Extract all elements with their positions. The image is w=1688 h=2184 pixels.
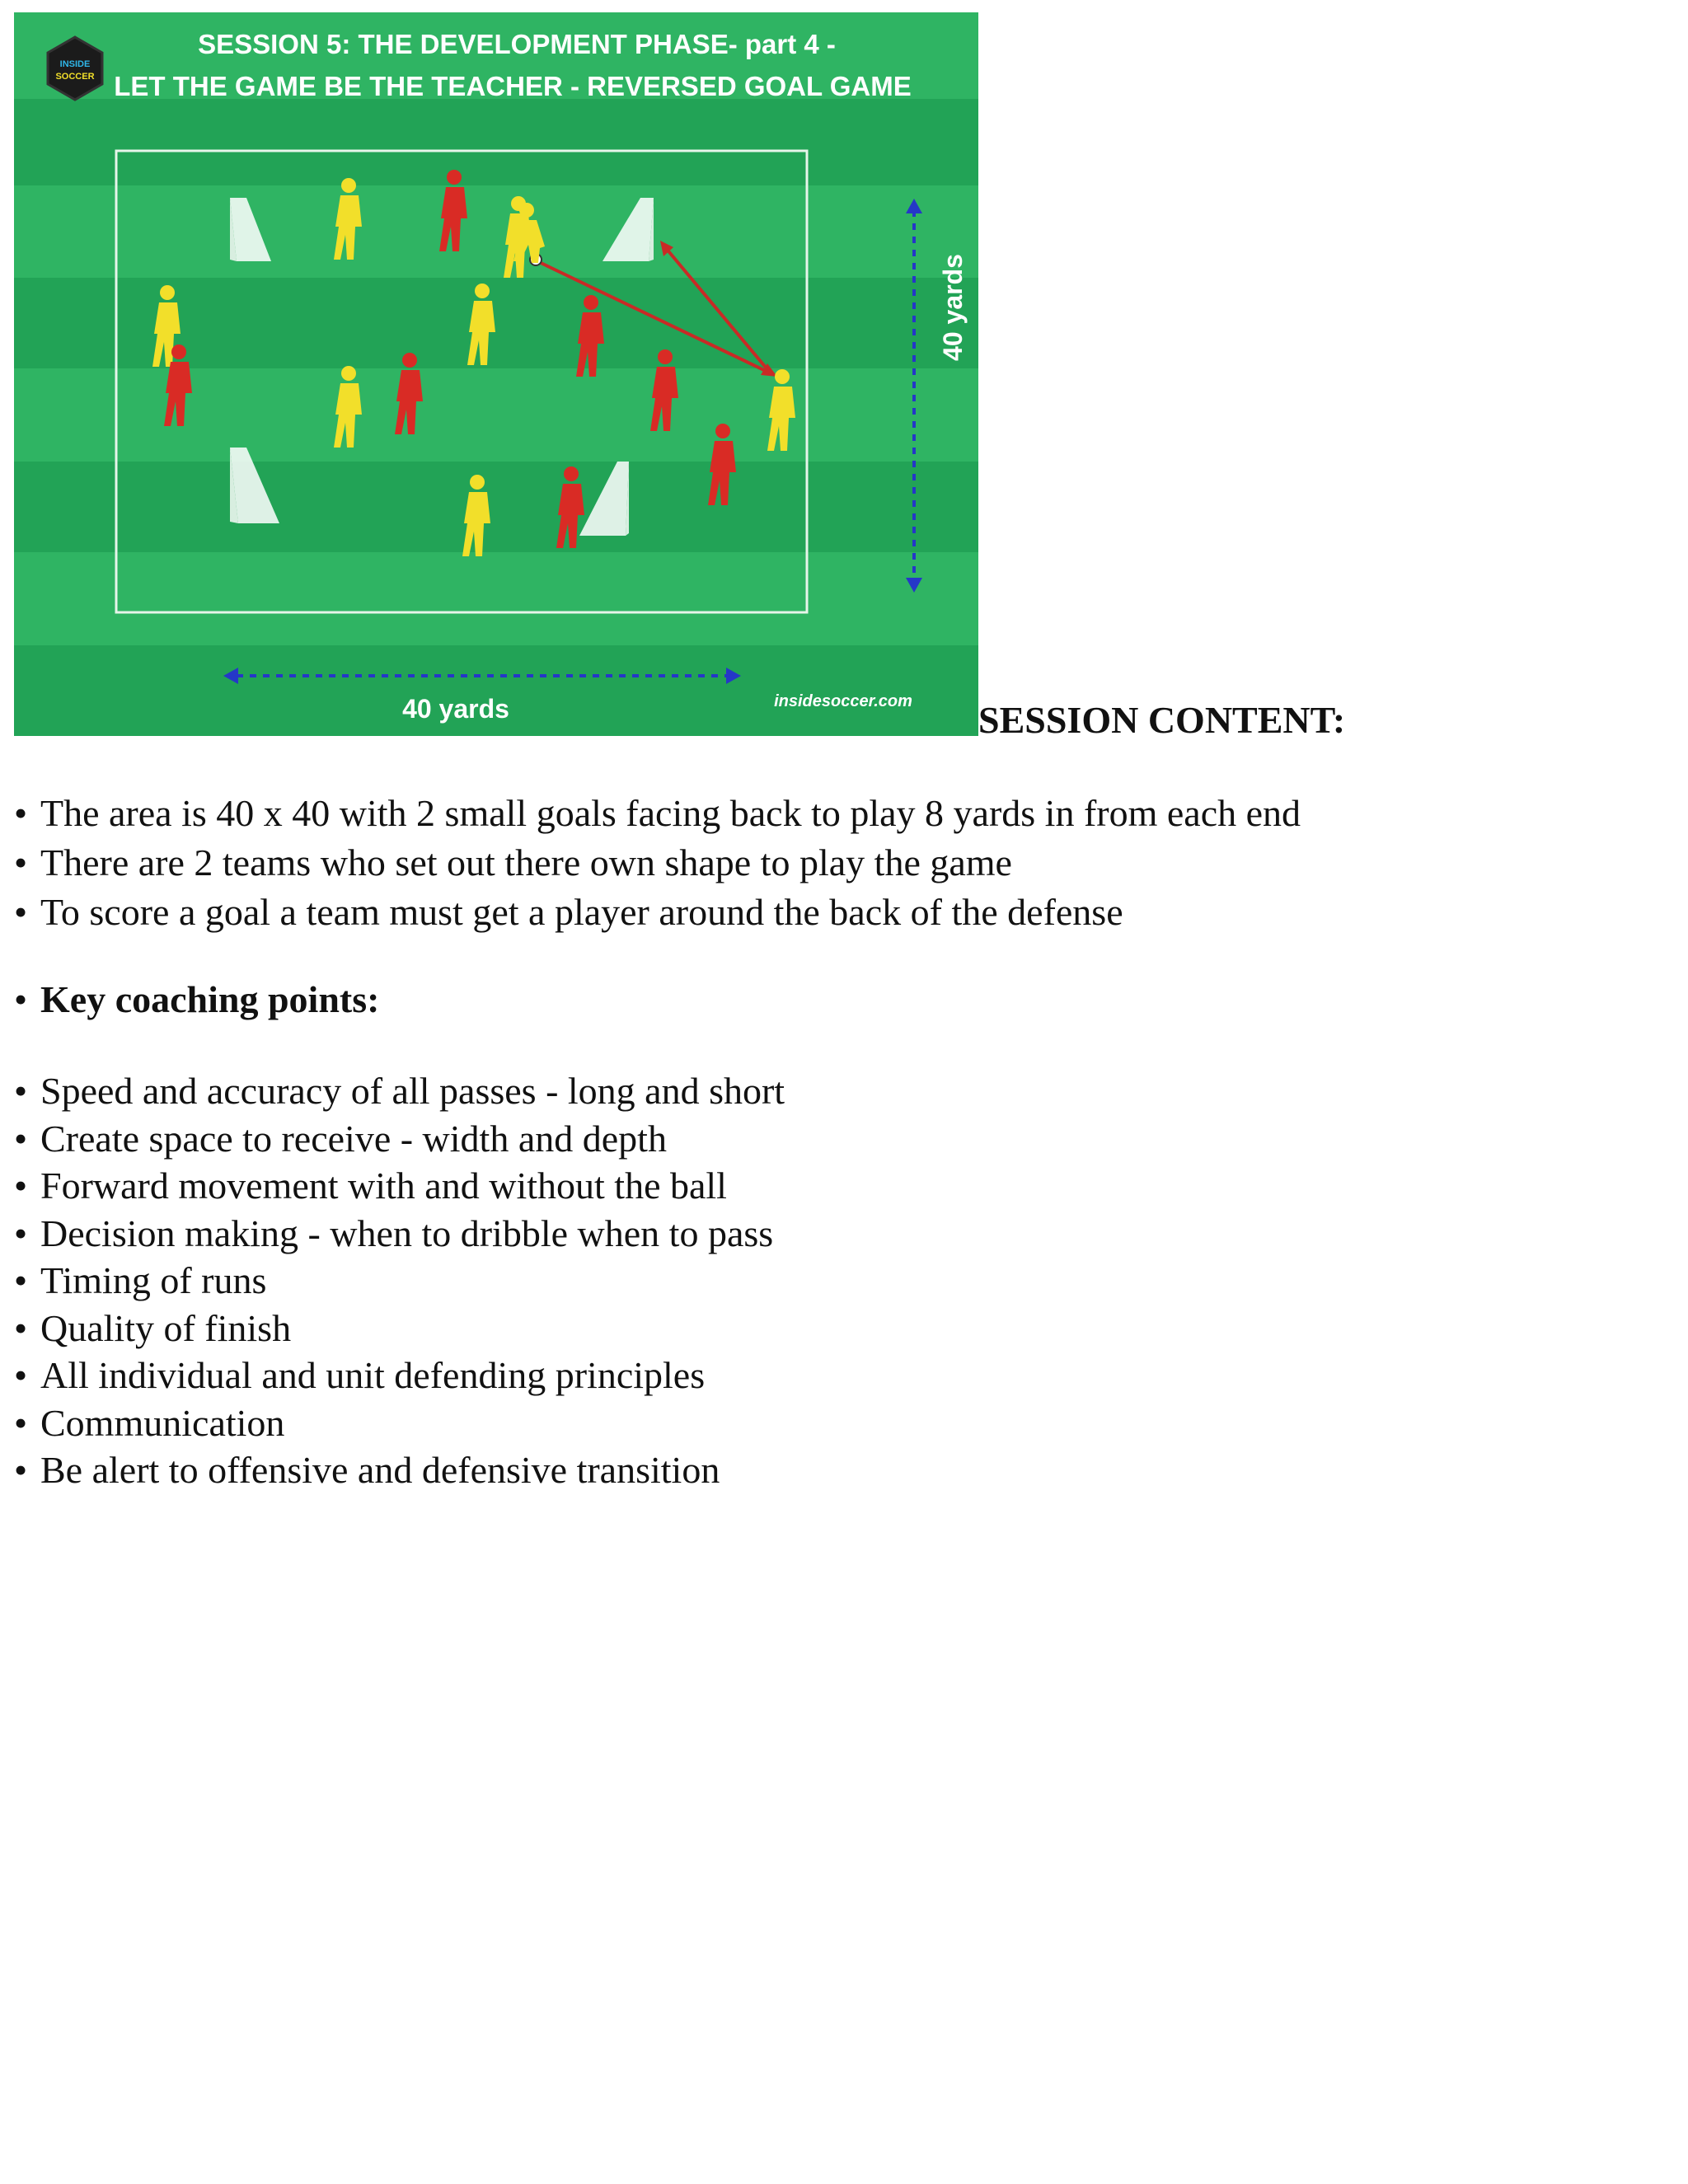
- list-item: [14, 838, 1301, 888]
- logo-text-bottom: SOCCER: [55, 72, 95, 82]
- bullet: •: [14, 1354, 28, 1396]
- bullet: •: [14, 1401, 28, 1444]
- list-item: [14, 1162, 785, 1210]
- list-item: [14, 1067, 785, 1115]
- key-heading-text: Key coaching points:: [40, 978, 380, 1020]
- bullet: •: [14, 1117, 28, 1160]
- credit-text: insidesoccer.com: [774, 692, 912, 710]
- list-item-text: All individual and unit defending principles: [40, 1354, 706, 1396]
- bullet: •: [14, 1212, 28, 1254]
- list-item-text: Create space to receive - width and depth: [40, 1117, 667, 1160]
- bullet: •: [14, 841, 28, 883]
- bullet: •: [14, 1165, 28, 1207]
- list-item: [14, 1352, 785, 1399]
- bullet: •: [14, 792, 28, 834]
- key-points-list: [14, 1067, 785, 1494]
- list-item: [14, 1446, 785, 1494]
- list-item-text: Communication: [40, 1401, 285, 1444]
- pitch-diagram-svg: [14, 12, 978, 736]
- bullet: •: [14, 891, 28, 933]
- list-item-text: Decision making - when to dribble when to pass: [40, 1212, 774, 1254]
- list-item-text: To score a goal a team must get a player around the back of the defense: [40, 891, 1123, 933]
- list-item: [14, 1305, 785, 1352]
- session-content-heading: SESSION CONTENT:: [978, 699, 1346, 741]
- list-item: [14, 789, 1301, 838]
- list-item: [14, 1399, 785, 1447]
- width-label: 40 yards: [402, 694, 509, 724]
- key-coaching-points-heading: [14, 977, 379, 1023]
- session-diagram: [14, 12, 978, 736]
- session-content-list: [14, 789, 1301, 937]
- bullet: •: [14, 1259, 28, 1301]
- list-item: [14, 888, 1301, 937]
- diagram-title-line1: SESSION 5: THE DEVELOPMENT PHASE- part 4 -: [198, 29, 836, 59]
- list-item-text: Quality of finish: [40, 1306, 292, 1349]
- list-item: [14, 1210, 785, 1258]
- diagram-title-line2: LET THE GAME BE THE TEACHER - REVERSED GOAL GAME: [114, 71, 912, 101]
- bullet: •: [14, 1306, 28, 1349]
- list-item: [14, 1115, 785, 1163]
- list-item-text: Be alert to offensive and defensive transition: [40, 1449, 720, 1491]
- list-item-text: Speed and accuracy of all passes - long and short: [40, 1070, 785, 1112]
- logo-text-top: INSIDE: [59, 59, 91, 69]
- list-item-text: The area is 40 x 40 with 2 small goals facing back to play 8 yards in from each end: [40, 792, 1301, 834]
- bullet: •: [14, 978, 28, 1020]
- bullet: •: [14, 1070, 28, 1112]
- pitch-stripes: [14, 12, 978, 736]
- list-item-text: There are 2 teams who set out there own shape to play the game: [40, 841, 1012, 883]
- bullet: •: [14, 1449, 28, 1491]
- list-item-text: Timing of runs: [40, 1259, 267, 1301]
- list-item-text: Forward movement with and without the ball: [40, 1165, 727, 1207]
- height-label: 40 yards: [938, 254, 968, 361]
- list-item: [14, 1257, 785, 1305]
